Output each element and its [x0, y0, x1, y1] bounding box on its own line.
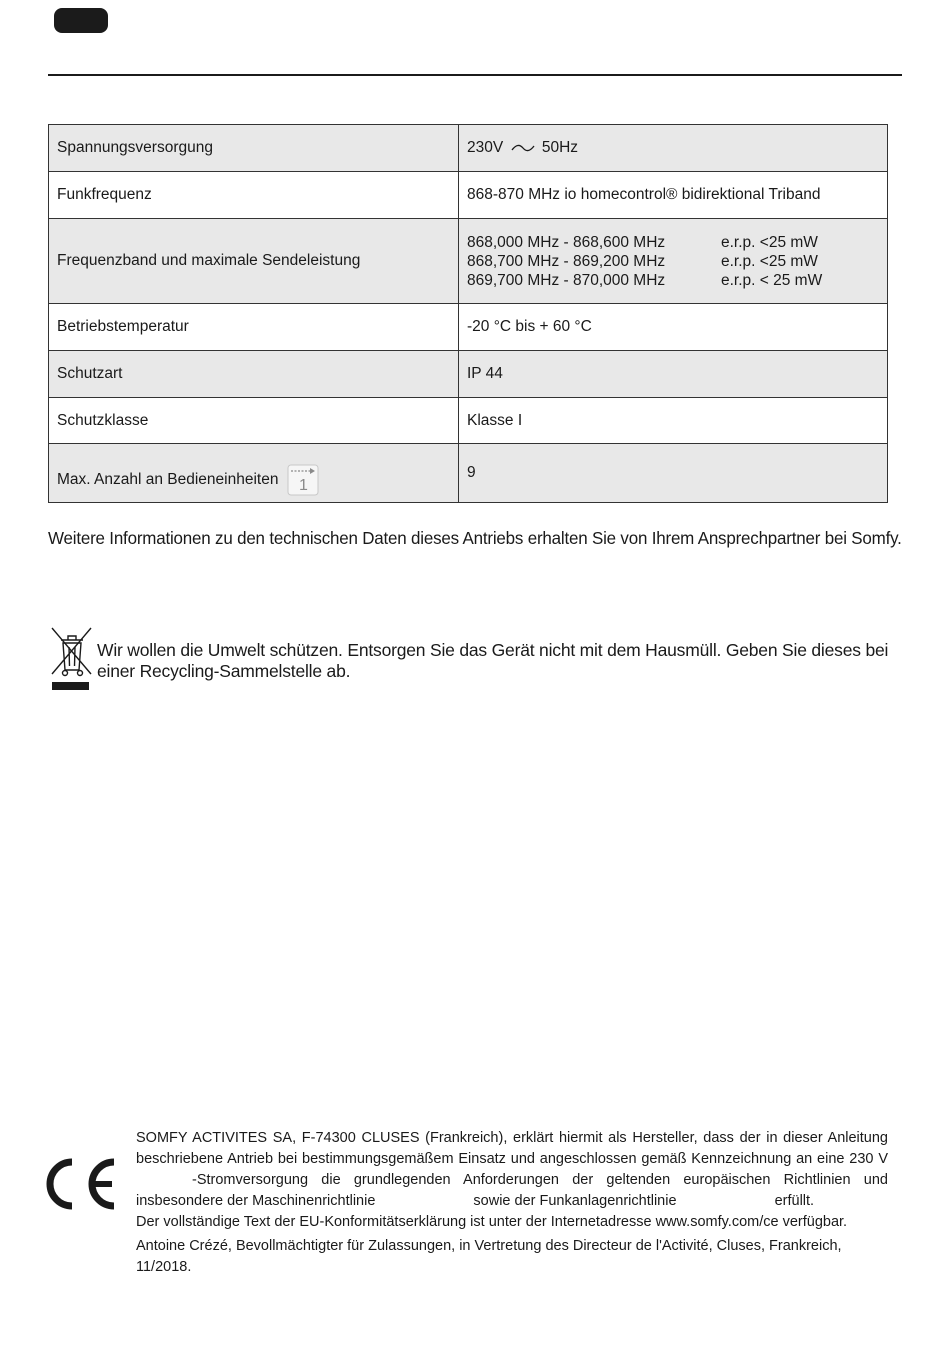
ce-mark-icon: [40, 1156, 120, 1212]
declaration-text: SOMFY ACTIVITES SA, F-74300 CLUSES (Frankreich), erklärt hiermit als Hersteller, dass der in dieser Anleitung beschriebene Antrieb bei bestimmungsgemäßem Einsatz und angeschlossen gemäß Kennzeichnung an eine 230 V: [136, 1130, 888, 1167]
table-row: [49, 125, 888, 172]
table-row: [49, 172, 888, 219]
weee-bin-icon: [50, 626, 94, 692]
declaration-text: erfüllt.: [774, 1193, 815, 1209]
ac-wave-icon: [511, 143, 535, 153]
table-row: [49, 398, 888, 444]
band-erp: e.r.p. <25 mW: [721, 233, 818, 251]
band-erp: e.r.p. <25 mW: [721, 252, 818, 270]
info-text: Weitere Informationen zu den technischen Daten dieses Antriebs erhalten Sie von Ihrem Ansprechpartner bei Somfy.: [48, 528, 902, 548]
spec-label: Funkfrequenz: [49, 172, 459, 219]
spec-label: Betriebstemperatur: [49, 304, 459, 351]
declaration-signature: Antoine Crézé, Bevollmächtigter für Zulassungen, in Vertretung des Directeur de l'Activité, Cluses, Frankreich, 11/2018.: [136, 1238, 842, 1275]
table-row: [49, 304, 888, 351]
spec-value: IP 44: [459, 351, 888, 398]
declaration-paragraph: [136, 1128, 888, 1212]
spec-label: Frequenzband und maximale Sendeleistung: [49, 219, 459, 304]
spec-value: 9: [459, 444, 888, 503]
language-tab: [54, 8, 108, 33]
spec-label-text: Max. Anzahl an Bedieneinheiten: [57, 471, 279, 489]
eu-declaration: [136, 1128, 888, 1278]
band-line: [467, 233, 879, 252]
declaration-text: -Stromversorgung die grundlegenden Anforderungen der geltenden europäischen Richtlinien und insbesondere der Maschinenrichtlinie: [136, 1172, 888, 1209]
band-line: [467, 252, 879, 271]
spec-value: [459, 125, 888, 172]
specifications-table: [48, 124, 888, 503]
band-erp: e.r.p. < 25 mW: [721, 271, 823, 289]
control-unit-icon-label: 1: [298, 477, 308, 494]
spec-label: Schutzart: [49, 351, 459, 398]
header-rule: [48, 74, 902, 76]
band-line: [467, 271, 879, 290]
declaration-text: sowie der Funkanlagenrichtlinie: [473, 1193, 677, 1209]
band-range: 869,700 MHz - 870,000 MHz: [467, 271, 666, 289]
band-range: 868,000 MHz - 868,600 MHz: [467, 233, 666, 251]
spec-value: [459, 219, 888, 304]
voltage-value: 230V: [467, 139, 504, 156]
spec-value: 868-870 MHz io homecontrol® bidirektional Triband: [459, 172, 888, 219]
spec-label: Schutzklasse: [49, 398, 459, 444]
control-unit-icon: [287, 464, 319, 496]
environment-notice: Wir wollen die Umwelt schützen. Entsorgen Sie das Gerät nicht mit dem Hausmüll. Geben Sie dieses bei einer Recycling-Sammelstelle ab.: [97, 640, 889, 681]
spec-label: [49, 444, 459, 503]
spec-value: Klasse I: [459, 398, 888, 444]
band-range: 868,700 MHz - 869,200 MHz: [467, 252, 666, 270]
table-row: [49, 219, 888, 304]
table-row: [49, 351, 888, 398]
declaration-url-text: Der vollständige Text der EU-Konformitätserklärung ist unter der Internetadresse www.somfy.com/ce verfügbar.: [136, 1214, 848, 1230]
spec-label: Spannungsversorgung: [49, 125, 459, 172]
spec-value: -20 °C bis + 60 °C: [459, 304, 888, 351]
table-row: [49, 444, 888, 503]
frequency-value: 50Hz: [541, 139, 579, 156]
